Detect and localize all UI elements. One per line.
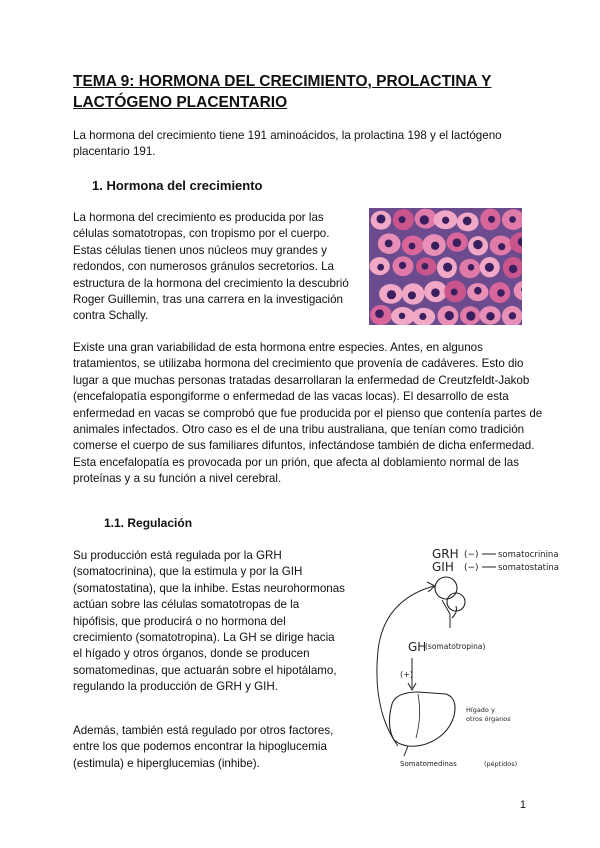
micrograph-nucleus: [399, 262, 406, 269]
variability-paragraph: Existe una gran variabilidad de esta hormona entre especies. Antes, en algunos tratamientos, se utilizaba hormona del crecimiento que provenía de cadáveres. Esto dio lugar a que muchas personas tratadas desarrollaran la enfermedad de Creutzfeldt-Jakob (encefalopatía espongiforme o enfermedad de las vacas locas). El desarrollo de esta enfermedad en vacas se comprobó que fue producida por el pienso que contenía partes de animales infectados. Otro caso es el de una tribu australiana, que tenían como tradición comerse el cuerpo de sus familiares difuntos, infectándose también de dicha enfermedad. Esta encefalopatía es provocada por un prión, que afecta al doblamiento normal de las proteínas y a su función a nivel cerebral.: [73, 341, 543, 486]
micrograph-nucleus: [488, 216, 495, 223]
micrograph-nucleus: [466, 311, 475, 320]
micrograph-nucleus: [431, 288, 440, 297]
somatotropina-label: (somatotropina): [425, 642, 486, 651]
micrograph-nucleus: [474, 287, 482, 295]
plus-label: (+): [400, 670, 413, 679]
gh-release-line: [452, 606, 457, 618]
somatomedinas-arrow: [404, 746, 408, 756]
micrograph-nucleus: [408, 291, 416, 299]
higado-label: Hígado y: [466, 706, 495, 714]
micrograph-nucleus: [486, 312, 495, 321]
other-factors-paragraph: Además, también está regulado por otros factores, entre los que podemos encontrar la hipoglucemia (estimula) e hiperglucemias (inhibe).: [73, 724, 334, 770]
micrograph-nucleus: [463, 217, 472, 226]
micrograph-nucleus: [451, 289, 458, 296]
page-title: TEMA 9: HORMONA DEL CRECIMIENTO, PROLACTINA Y LACTÓGENO PLACENTARIO: [73, 73, 492, 111]
micrograph-nucleus: [509, 265, 517, 273]
somatomedinas-label: Somatomedinas: [400, 760, 457, 768]
regulation-diagram: [372, 540, 562, 770]
micrograph-nucleus: [509, 312, 516, 319]
page-number: 1: [519, 799, 526, 811]
somatocrinina-label: somatocrinina: [498, 550, 559, 560]
feedback-arrow-line: [377, 586, 434, 746]
somatostatina-label: somatostatina: [498, 563, 559, 573]
hypothalamus-circle: [435, 577, 457, 599]
micrograph-nucleus: [431, 242, 439, 250]
otros-organos-label: otros órganos: [466, 715, 511, 723]
micrograph-image: [369, 208, 522, 325]
micrograph-nucleus: [442, 217, 449, 224]
grh-minus-label: (−): [464, 550, 479, 560]
gh-label: GH: [408, 640, 427, 654]
micrograph-nucleus: [445, 311, 454, 320]
micrograph-nucleus: [468, 264, 475, 271]
micrograph-nucleus: [376, 214, 385, 223]
section-heading-growth-hormone: 1. Hormona del crecimiento: [92, 178, 263, 193]
micrograph-nucleus: [375, 309, 384, 318]
gih-label: GIH: [432, 560, 454, 574]
micrograph-nucleus: [498, 243, 505, 250]
micrograph-nucleus: [509, 216, 516, 223]
micrograph-nucleus: [377, 264, 384, 271]
pituitary-stalk-line: [442, 600, 450, 628]
intro-paragraph: La hormona del crecimiento tiene 191 aminoácidos, la prolactina 198 y el lactógeno placentario 191.: [73, 129, 502, 159]
micrograph-nucleus: [409, 243, 416, 250]
micrograph-nucleus: [387, 290, 396, 299]
micrograph-nucleus: [485, 263, 494, 272]
section-heading-regulation: 1.1. Regulación: [104, 516, 193, 530]
micrograph-nucleus: [399, 216, 406, 223]
liver-lobe-line: [416, 694, 420, 738]
micrograph-nucleus: [453, 238, 462, 247]
micrograph-nucleus: [443, 263, 452, 272]
micrograph-nucleus: [419, 313, 426, 320]
micrograph-nucleus: [497, 289, 505, 297]
micrograph-nucleus: [473, 240, 482, 249]
growth-hormone-paragraph: La hormona del crecimiento es producida por las células somatotropas, con tropismo por el cuerpo. Estas células tienen unos núcleos muy grandes y redondos, con numerosos gránulos secretorios. La estructura de la hormona del crecimiento la descubrió Roger Guillemin, tras una carrera en la investigación contra Schally.: [73, 211, 349, 323]
micrograph-nucleus: [422, 263, 429, 270]
gih-minus-label: (−): [464, 563, 479, 573]
regulation-paragraph: Su producción está regulada por la GRH (somatocrinina), que la estimula y por la GIH (somatostatina), que la inhibe. Estas neurohormonas actúan sobre las células somatotropas de la hipófisis, que producirá o no hormona del crecimiento (somatotropina). La GH se dirige hacia el hígado y otros órganos, donde se producen somatomedinas, que actuarán sobre el hipotálamo, regulando la producción de GRH y GIH.: [73, 549, 345, 694]
liver-drawing: [389, 692, 455, 746]
micrograph-nucleus: [385, 240, 393, 248]
micrograph-nucleus: [399, 313, 405, 319]
grh-label: GRH: [432, 547, 459, 561]
peptidos-label: (péptidos): [484, 760, 518, 768]
micrograph-nucleus: [420, 215, 429, 224]
